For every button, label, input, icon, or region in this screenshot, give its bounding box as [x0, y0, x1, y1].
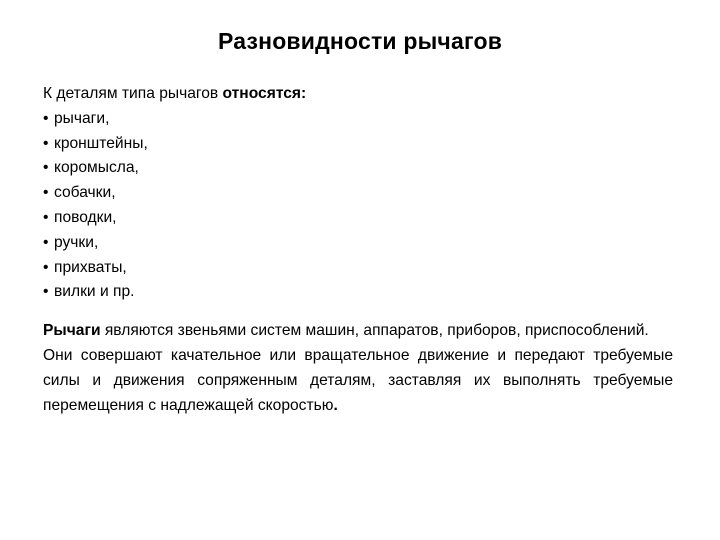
list-item-text: поводки,: [54, 208, 117, 226]
list-item: [43, 231, 673, 256]
levers-function-paragraph: [43, 344, 673, 418]
levers-term: Рычаги: [43, 322, 101, 340]
slide-title: Разновидности рычагов: [217, 28, 503, 54]
list-item: [43, 280, 673, 305]
list-item: [43, 132, 673, 157]
levers-function-text: Они совершают качательное или вращательное движение и передают требуемые силы и движения сопряженным деталям, заставляя их выполнять требуемые перемещения с надлежащей скоростью: [43, 346, 673, 414]
bullet-icon: •: [43, 233, 49, 251]
list-item: [43, 256, 673, 281]
list-item: [43, 156, 673, 181]
intro-emphasis: относятся:: [222, 85, 307, 102]
list-item-text: собачки,: [54, 184, 116, 202]
bullet-icon: •: [43, 109, 49, 127]
list-item-text: ручки,: [54, 233, 99, 251]
list-item-text: рычаги,: [54, 109, 110, 127]
list-item-text: вилки и пр.: [54, 283, 135, 301]
list-item: [43, 107, 673, 132]
bullet-icon: •: [43, 208, 49, 226]
bullet-icon: •: [43, 159, 49, 177]
list-item-text: коромысла,: [54, 159, 139, 177]
intro-line: [43, 82, 673, 107]
slide-content: [43, 82, 673, 418]
list-item-text: прихваты,: [54, 258, 127, 276]
list-item: [43, 206, 673, 231]
list-item-text: кронштейны,: [54, 134, 148, 152]
intro-prefix: К деталям типа рычагов: [43, 85, 223, 102]
list-item: [43, 181, 673, 206]
lever-types-list: [43, 107, 673, 305]
levers-function-end: .: [333, 396, 338, 414]
bullet-icon: •: [43, 184, 49, 202]
bullet-icon: •: [43, 258, 49, 276]
bullet-icon: •: [43, 283, 49, 301]
levers-definition-text: являются звеньями систем машин, аппаратов, приборов, приспособлений.: [100, 322, 649, 340]
bullet-icon: •: [43, 134, 49, 152]
levers-definition-paragraph: [43, 319, 673, 344]
